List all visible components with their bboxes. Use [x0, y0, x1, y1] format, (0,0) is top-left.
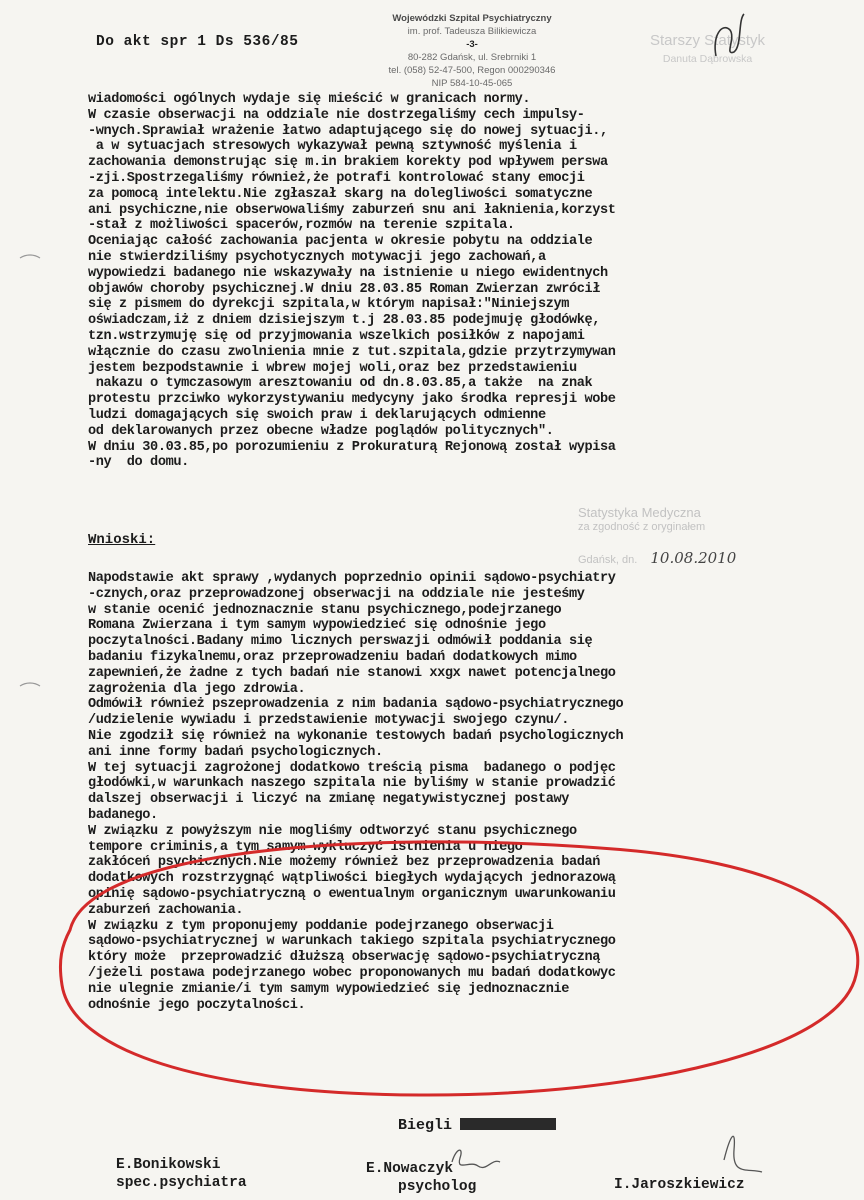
text-line: Nie zgodził się również na wykonanie testowych badań psychologicznych	[88, 728, 624, 744]
cert-place-label: Gdańsk, dn.	[578, 554, 638, 566]
text-line: za pomocą intelektu.Nie zgłaszał skarg na dolegliwości somatyczne	[88, 186, 593, 202]
stamp-line: tel. (058) 52-47-500, Regon 000290346	[388, 65, 556, 76]
text-line: zaburzeń zachowania.	[88, 902, 244, 918]
text-line: W tej sytuacji zagrożonej dodatkowo treścią pisma badanego o podjęc	[88, 760, 616, 776]
text-line: wypowiedzi badanego nie wskazywały na istnienie u niego ewidentnych	[88, 265, 608, 281]
case-reference: Do akt spr 1 Ds 536/85	[96, 34, 299, 50]
expert-name: E.Bonikowski	[116, 1157, 221, 1173]
text-line: a w sytuacjach stresowych wykazywał pewną sztywność myślenia i	[88, 139, 577, 155]
text-line: /jeżeli postawa podejrzanego wobec proponowanych mu badań dodatkowyc	[88, 965, 616, 981]
text-line: Oceniając całość zachowania pacjenta w okresie pobytu na oddziale	[88, 234, 593, 250]
statistician-title: Starszy Statystyk	[650, 32, 766, 49]
text-line: W czasie obserwacji na oddziale nie dostrzegaliśmy cech impulsy-	[88, 107, 585, 123]
text-line: badaniu fizykalnemu,oraz przeprowadzeniu badań dodatkowych mimo	[88, 649, 577, 665]
text-line: się z pismem do dyrekcji szpitala,w którym napisał:"Niniejszym	[88, 297, 569, 313]
stamp-line: 80-282 Gdańsk, ul. Srebrniki 1	[407, 52, 537, 63]
text-line: ludzi domagających się swoich praw i deklarujących odmienne	[88, 407, 546, 423]
text-line: Odmówił również pszeprowadzenia z nim badania sądowo-psychiatrycznego	[88, 697, 624, 713]
experts-heading-label: Biegli	[398, 1117, 453, 1134]
signature-scribble	[724, 1136, 762, 1172]
punch-mark	[20, 255, 40, 258]
expert-name: E.Nowaczyk	[366, 1161, 454, 1177]
conclusions-heading: Wnioski:	[88, 532, 156, 548]
text-line: dodatkowych rozstrzygnąć wątpliwości biegłych wydających jednorazową	[88, 871, 616, 887]
text-line: tempore criminis,a tym samym wykluczyć istnienia u niego	[88, 839, 523, 855]
text-line: wiadomości ogólnych wydaje się mieścić w granicach normy.	[88, 92, 531, 107]
text-line: sądowo-psychiatrycznej w warunkach takiego szpitala psychiatrycznego	[88, 934, 616, 950]
text-line: -stał z możliwości spacerów,rozmów na terenie szpitala.	[88, 218, 515, 234]
text-line: protestu przciwko wykorzystywaniu medycyny jako środka represji wobe	[88, 392, 616, 408]
text-line: nie ulegnie zmianie/i tym samym wypowiedzieć się jednoznacznie	[88, 981, 569, 997]
text-line: odnośnie jego poczytalności.	[88, 997, 306, 1013]
text-line: /udzielenie wywiadu i przedstawienie motywacji swojego czynu/.	[88, 713, 569, 729]
text-line: dalszej obserwacji i liczyć na zmianę negatywistycznej postawy	[88, 792, 569, 808]
text-line: włącznie do czasu zwolnienia mnie z tut.szpitala,gdzie przytrzymywan	[88, 344, 616, 360]
text-line: jestem bezpodstawnie i wbrew mojej woli,oraz bez przedstawieniu	[88, 360, 577, 376]
handwritten-date: 10.08.2010	[650, 549, 737, 567]
page-number: -3-	[466, 39, 478, 50]
statistician-name: Danuta Dąbrowska	[662, 53, 753, 65]
text-line: opinię sądowo-psychiatryczną o ewentualnym organicznym uwarunkowaniu	[88, 886, 616, 902]
text-line: Napodstawie akt sprawy ,wydanych poprzednio opinii sądowo-psychiatry	[88, 571, 616, 586]
cert-title: Statystyka Medyczna	[578, 505, 701, 520]
signature-scribble	[452, 1150, 500, 1167]
text-line: W związku z tym proponujemy poddanie podejrzanego obserwacji	[88, 918, 554, 934]
text-line: W dniu 30.03.85,po porozumieniu z Prokuraturą Rejonową został wypisa	[88, 439, 616, 455]
text-line: -zji.Spostrzegaliśmy również,że potrafi kontrolować stany emocji	[88, 170, 585, 186]
text-line: tzn.wstrzymuję się od przyjmowania wszelkich posiłków z napojami	[88, 328, 585, 344]
text-line: w stanie ocenić jednoznacznie stanu psychicznego,podejrzanego	[88, 602, 562, 618]
text-line: Romana Zwierzana i tym samym wypowiedzieć się odnośnie jego	[88, 618, 546, 634]
stamp-line: NIP 584-10-45-065	[431, 78, 513, 89]
text-line: zagrożenia dla jego zdrowia.	[88, 681, 306, 697]
text-line: objawów choroby psychicznej.W dniu 28.03.85 Roman Zwierzan zwrócił	[88, 281, 601, 297]
expert-name: I.Jaroszkiewicz	[614, 1177, 745, 1193]
text-line: W związku z powyższym nie mogliśmy odtworzyć stanu psychicznego	[88, 823, 577, 839]
text-line: głodówki,w warunkach naszego szpitala nie byliśmy w stanie prowadzić	[88, 776, 616, 792]
text-line: oświadczam,iż z dniem dzisiejszym t.j 28.03.85 podejmuję głodówkę,	[88, 313, 601, 329]
text-line: poczytalności.Badany mimo licznych perswazji odmówił poddania się	[88, 634, 593, 650]
text-line: -cznych,oraz przeprowadzonej obserwacji na oddziale nie jesteśmy	[88, 586, 585, 602]
text-line: od deklarowanych przez obecne władze poglądów politycznych".	[88, 423, 554, 439]
text-line: zachowania demonstrując się m.in brakiem korekty pod wpływem perswa	[88, 155, 608, 171]
expert-role: spec.psychiatra	[116, 1175, 247, 1191]
text-line: nie stwierdziliśmy psychotycznych motywacji jego zachowań,a	[88, 249, 546, 265]
text-line: -ny do domu.	[88, 455, 189, 471]
text-line: ani inne formy badań psychologicznych.	[88, 744, 383, 760]
text-line: zapewnień,że żadne z tych badań nie stanowi xxgx nawet potencjalnego	[88, 665, 616, 681]
text-line: nakazu o tymczasowym aresztowaniu od dn.8.03.85,a także na znak	[88, 376, 593, 392]
red-annotation-ellipse	[60, 839, 857, 1095]
stamp-line: Wojewódzki Szpital Psychiatryczny	[392, 13, 552, 24]
text-line: badanego.	[88, 807, 158, 823]
punch-mark	[20, 683, 40, 686]
expert-role: psycholog	[398, 1179, 477, 1195]
text-line: zakłóceń psychicznych.Nie możemy również bez przeprowadzenia badań	[88, 855, 601, 871]
text-line: który może przeprowadzić dłuższą obserwację sądowo-psychiatryczną	[88, 950, 601, 966]
stamp-line: im. prof. Tadeusza Bilikiewicza	[407, 26, 537, 37]
cert-subtitle: za zgodność z oryginałem	[578, 521, 706, 533]
text-line: -wnych.Sprawiał wrażenie łatwo adaptującego się do nowej sytuacji.,	[88, 123, 608, 139]
text-line: ani psychiczne,nie obserwowaliśmy zaburzeń snu ani łaknienia,korzyst	[88, 202, 616, 218]
top-signature-scribble	[715, 14, 744, 56]
